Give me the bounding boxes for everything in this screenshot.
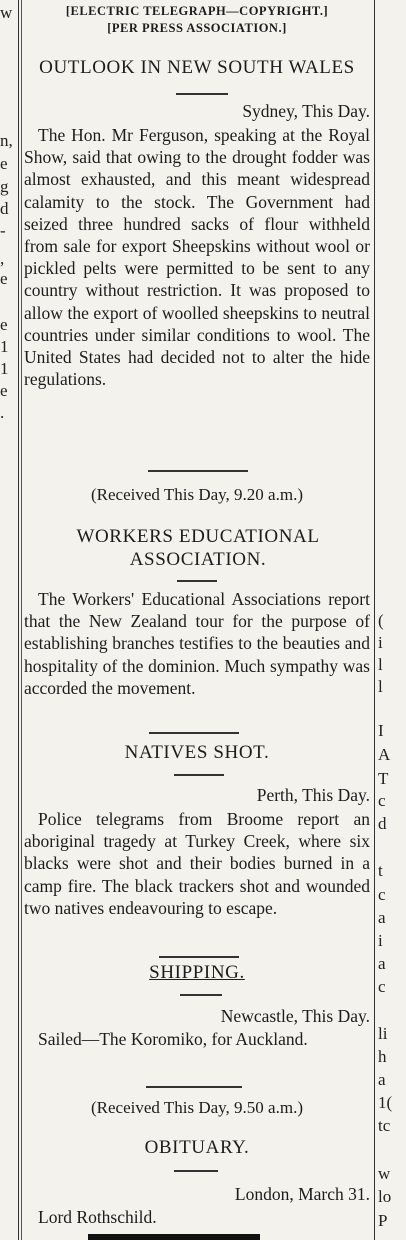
left-column-fragments xyxy=(0,0,16,1240)
right-fragment: w xyxy=(378,1164,391,1183)
news-column xyxy=(24,0,370,1240)
divider xyxy=(159,956,239,958)
divider xyxy=(174,774,224,776)
divider xyxy=(176,93,228,95)
article-dateline: London, March 31. xyxy=(234,1184,370,1204)
right-fragment: i xyxy=(378,633,383,652)
left-fragment: w xyxy=(0,3,13,22)
divider xyxy=(146,1086,242,1088)
right-fragment: a xyxy=(378,1070,386,1089)
bottom-rule xyxy=(88,1234,260,1240)
left-fragment: d xyxy=(0,199,9,218)
left-fragment: e xyxy=(0,154,8,173)
right-fragment: ( xyxy=(378,611,384,630)
left-fragment: 1 xyxy=(0,337,9,356)
article-heading: SHIPPING. xyxy=(149,962,245,983)
column-rule-left xyxy=(18,0,19,1240)
column-rule-left-inner xyxy=(21,0,22,1240)
right-fragment: li xyxy=(378,1024,388,1043)
telegraph-header: [ELECTRIC TELEGRAPH—COPYRIGHT.] xyxy=(65,4,329,18)
article-heading: NATIVES SHOT. xyxy=(124,742,270,763)
article-dateline: Sydney, This Day. xyxy=(242,101,370,121)
article-dateline: Perth, This Day. xyxy=(256,785,370,805)
right-fragment: P xyxy=(378,1211,388,1230)
column-rule-right xyxy=(374,0,375,1240)
article-heading: OBITUARY. xyxy=(144,1137,250,1158)
article-body: Lord Rothschild. xyxy=(38,1207,157,1227)
divider xyxy=(180,994,222,996)
left-fragment: e xyxy=(0,381,8,400)
article-body: Police telegrams from Broome report an aboriginal tragedy at Turkey Creek, where six blacks were shot and their bodies burned in a camp fire. The black trackers shot and wounded two natives endeavouring to escape. xyxy=(24,809,370,918)
left-fragment: g xyxy=(0,177,9,196)
article-body: Sailed—The Koromiko, for Auckland. xyxy=(38,1029,308,1049)
right-fragment: c xyxy=(378,885,386,904)
received-note: (Received This Day, 9.20 a.m.) xyxy=(91,485,303,504)
right-fragment: d xyxy=(378,814,387,833)
right-fragment: c xyxy=(378,977,386,996)
divider xyxy=(149,732,239,734)
article-heading: OUTLOOK IN NEW SOUTH WALES xyxy=(39,57,355,78)
right-fragment: h xyxy=(378,1047,387,1066)
right-fragment: i xyxy=(378,931,383,950)
article-body: The Workers' Educational Associations report that the New Zealand tour for the purpose of establishing branches testifies to the beauties and hospitality of the dominion. Much sympathy was accorded the movement. xyxy=(24,589,370,698)
left-fragment: . xyxy=(0,403,5,422)
right-fragment: t xyxy=(378,861,383,880)
left-fragment: , xyxy=(0,249,5,268)
right-fragment: c xyxy=(378,791,386,810)
right-fragment: T xyxy=(378,769,389,788)
divider xyxy=(177,580,217,582)
right-fragment: I xyxy=(378,721,384,740)
left-fragment: e xyxy=(0,315,8,334)
divider xyxy=(174,1170,218,1172)
right-fragment: l xyxy=(378,677,383,696)
left-fragment: 1 xyxy=(0,359,9,378)
press-association-header: [PER PRESS ASSOCIATION.] xyxy=(107,21,287,35)
left-fragment: n, xyxy=(0,131,13,150)
left-fragment: e xyxy=(0,269,8,288)
right-column-fragments xyxy=(378,0,406,1240)
right-fragment: A xyxy=(378,745,391,764)
article-dateline: Newcastle, This Day. xyxy=(220,1006,370,1026)
right-fragment: a xyxy=(378,908,386,927)
right-fragment: l xyxy=(378,655,383,674)
right-fragment: lo xyxy=(378,1187,392,1206)
left-fragment: - xyxy=(0,221,6,240)
right-fragment: a xyxy=(378,954,386,973)
divider xyxy=(148,470,248,472)
article-heading: WORKERS EDUCATIONAL ASSOCIATION. xyxy=(76,526,320,570)
right-fragment: 1( xyxy=(378,1093,393,1112)
right-fragment: tc xyxy=(378,1116,391,1135)
article-body: The Hon. Mr Ferguson, speaking at the Royal Show, said that owing to the drought fodder was almost exhausted, and this meant widespread calamity to the stock. The Government had seized three hundred sacks of flour withheld from sale for export Sheepskins without wool or pickled pelts were permitted to be sent to any country without restriction. It was proposed to allow the export of woolled sheepskins to neutral countries under similar conditions to wool. The United States had decided not to alter the hide regulations. xyxy=(24,125,370,390)
received-note: (Received This Day, 9.50 a.m.) xyxy=(91,1098,303,1117)
